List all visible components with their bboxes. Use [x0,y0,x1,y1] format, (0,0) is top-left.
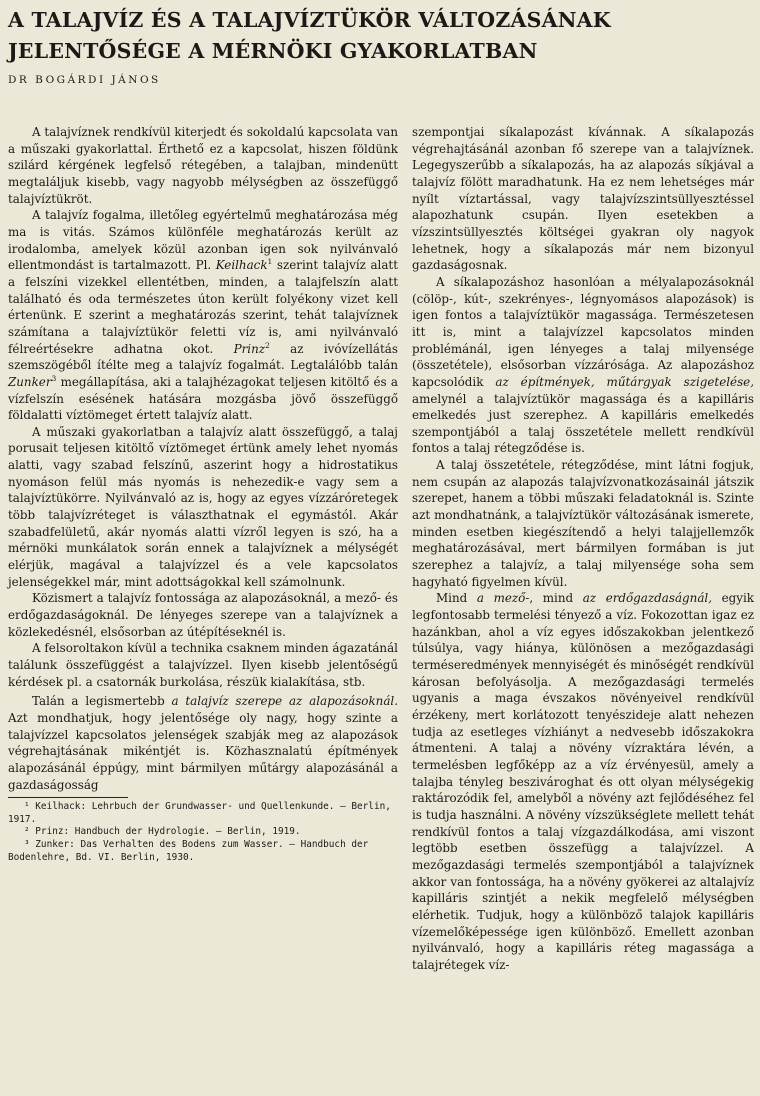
author-name-zunker: Zunker [8,374,52,389]
text-columns [8,124,754,973]
article-title [8,0,754,67]
right-column [412,124,754,973]
title-line-1: A TALAJVÍZ ÉS A TALAJVÍZTÜKÖR VÁLTOZÁSÁNAK [8,8,611,32]
footnote-ref: 1 [267,257,273,267]
paragraph: A felsoroltakon kívül a technika csaknem minden ágazatánál találunk összefüggést a talajvízzel. Ilyen kisebb jelentőségű kérdések pl. a csatornák burkolása, részük kialakítása, stb. [8,641,398,689]
footnote-ref: 2 [265,340,270,350]
paragraph: Mind a mező-, mind az erdőgazdaságnál, egyik legfontosabb termelési tényező a víz. Fokozottan igaz ez hazánkban, ahol a víz egyes időszakokban jelentkező túlsúlya, vagy hiánya, különösen a mezőgazdasági terméseredmények mennyiségét és minőségét rendkívül károsan befolyásolja. A mezőgazdasági termelés ugyanis a maga évszakos növényeivel rendkívül érzékeny, mert korlátozott tenyészideje alatt nehezen tudja az esetleges vízhiányt a nedvesebb időszakokra átmenteni. A talaj a növény vízraktára lévén, a termelésben legfőképp az a víz érvényesül, amely a talajba tényleg beszivároghat és ott olyan mélységekig raktározódik fel, amelyből a növény azt fejlődéséhez fel is tudja használni. A növény vízszükséglete mellett tehát rendkívül fontos a talaj vízgazdálkodása, ami viszont legtöbb esetben összefügg a talajvízzel. A mezőgazdasági termelés szempontjából a talajvíznek akkor van fontossága, ha a növény gyökerei az altalajvíz kapilláris szintjét a nekik megfelelő mélységben elérhetik. Tudjuk, hogy a különböző talajok kapilláris vízemelőképessége igen különböző. Emellett azonban nyilvánvaló, hogy a kapilláris réteg magassága a talajrétegek víz- [412,591,754,972]
paragraph: A síkalapozáshoz hasonlóan a mélyalapozásoknál (cölöp-, kút-, szekrényes-, légnyomásos alapozások) is igen fontos a talajvíztükör magassága. Természetesen itt is, mint a talajvízzel kapcsolatos minden problémánál, igen lényeges a talaj milyensége (összetétele), elsősorban vízzárósága. Az alapozáshoz kapcsolódik az építmények, műtárgyak szigetelése, amelynél a talajvíztükör magassága és a kapilláris emelkedés just szerephez. A kapilláris emelkedés szempontjából a talaj összetétele mellett rendkívül fontos a talaj rétegződése is. [412,274,754,456]
footnotes [8,801,398,864]
paragraph: A talajvíz fogalma, illetőleg egyértelmű meghatározása még ma is vitás. Számos különféle meghatározás került az irodalomba, amelyek közül azonban igen sok nyilvánvaló ellentmondást is tartalmazott. Pl. Keilhack$^1$ szerint talajvíz alatt a felszíni vizekkel ellentétben, minden, a talajfelszín alatt található és oda természetes úton került folyékony vizet kell értenünk. E szerint a meghatározás szerint, tehát talajvíznek számítana a talajvíztükör feletti víz is, ami nyilvánvaló félreértésekre adhatna okot. Prinz$^2$ az ivóvízellátás szemszögéből ítélte meg a talajvíz fogalmát. Legtalálóbb talán Zunker$^3$ megállapítása, aki a talajhézagokat teljesen kitöltő és a vízfelszín esésének hatására mozgásba jövő összefüggő földalatti víztömeget értett talajvíz alatt. [8,208,398,423]
paragraph: Közismert a talajvíz fontossága az alapozásoknál, a mező- és erdőgazdaságoknál. De lényeges szerepe van a talajvíznek a közlekedésnél, elsősorban az útépítéseknél is. [8,591,398,639]
paragraph: A talajvíznek rendkívül kiterjedt és sokoldalú kapcsolata van a műszaki gyakorlattal. Érthető ez a kapcsolat, hiszen földünk szilárd kérgének legfelső rétegében, a talajban, mindenütt megtaláljuk kisebb, vagy nagyobb mélységben az összefüggő talajvíztükröt. [8,125,398,206]
left-column [8,124,400,973]
footnote-divider [8,797,128,798]
left-column-body [8,124,398,793]
author-name-prinz: Prinz [233,341,266,356]
footnote: ³ Zunker: Das Verhalten des Bodens zum Wasser. — Handbuch der Bodenlehre, Bd. VI. Berlin, 1930. [8,839,369,863]
footnote-ref: 3 [51,373,57,383]
paragraph: Talán a legismertebb a talajvíz szerepe az alapozásoknál. Azt mondhatjuk, hogy jelentősége oly nagy, hogy szinte a talajvízzel kapcsolatos jelenségek szabják meg az alapozások végrehajtásának mikéntjét is. Közhasznalatú építmények alapozásánál éppúgy, mint bármilyen műtárgy alapozásánál a gazdaságosság [8,694,399,792]
paragraph: A műszaki gyakorlatban a talajvíz alatt összefüggő, a talaj porusait teljesen kitöltő víztömeget értünk amely lehet nyomás alatti, vagy szabad felszínű, aszerint hogy a hidrostatikus nyomáson felül más nyomás is nehezedik-e vagy sem a talajvíztükörre. Nyilvánvaló az is, hogy az egyes vízzáróretegek több talajvízréteget is választhatnak el egymástól. Akár szabadfelületű, akár nyomás alatti vízről legyen is szó, ha a mérnöki munkálatok során ennek a talajvíznek a mélységét elérjük, magával a talajvízzel és a vele kapcsolatos jelenségekkel már, mint adottságokkal kell számolnunk. [8,424,398,589]
paragraph: szempontjai síkalapozást kívánnak. A síkalapozás végrehajtásánál azonban fő szerepe van a talajvíznek. Legegyszerűbb a síkalapozás, ha az alapozás síkjával a talajvíz fölött maradhatunk. Ha ez nem lehetséges már nyílt víztartással, vagy talajvízszintsüllyesztéssel alapozhatunk csupán. Ilyen esetekben a vízszintsüllyesztés költségei gyakran oly nagyok lehetnek, hogy a síkalapozás már nem bizonyul gazdaságosnak. [412,125,754,273]
title-line-2: JELENTŐSÉGE A MÉRNÖKI GYAKORLATBAN [8,39,538,63]
footnote: ² Prinz: Handbuch der Hydrologie. — Berlin, 1919. [24,826,301,838]
paragraph: A talaj összetétele, rétegződése, mint látni fogjuk, nem csupán az alapozás talajvízvonatkozásainál játszik szerepet, hanem a többi műszaki feladatoknál is. Szinte azt mondhatnánk, a talajvíztükör változásának ismerete, minden esetben kiegészítendő a helyi talajjellemzők meghatározásával, mert bármilyen formában is jut szerephez a talajvíz, a talaj milyensége soha sem hagyható figyelmen kívül. [412,458,754,589]
author-name-keilhack: Keilhack [215,258,268,273]
footnote: ¹ Keilhack: Lehrbuch der Grundwasser- und Quellenkunde. — Berlin, 1917. [8,801,391,825]
author-byline: DR BOGÁRDI JÁNOS [8,74,161,86]
